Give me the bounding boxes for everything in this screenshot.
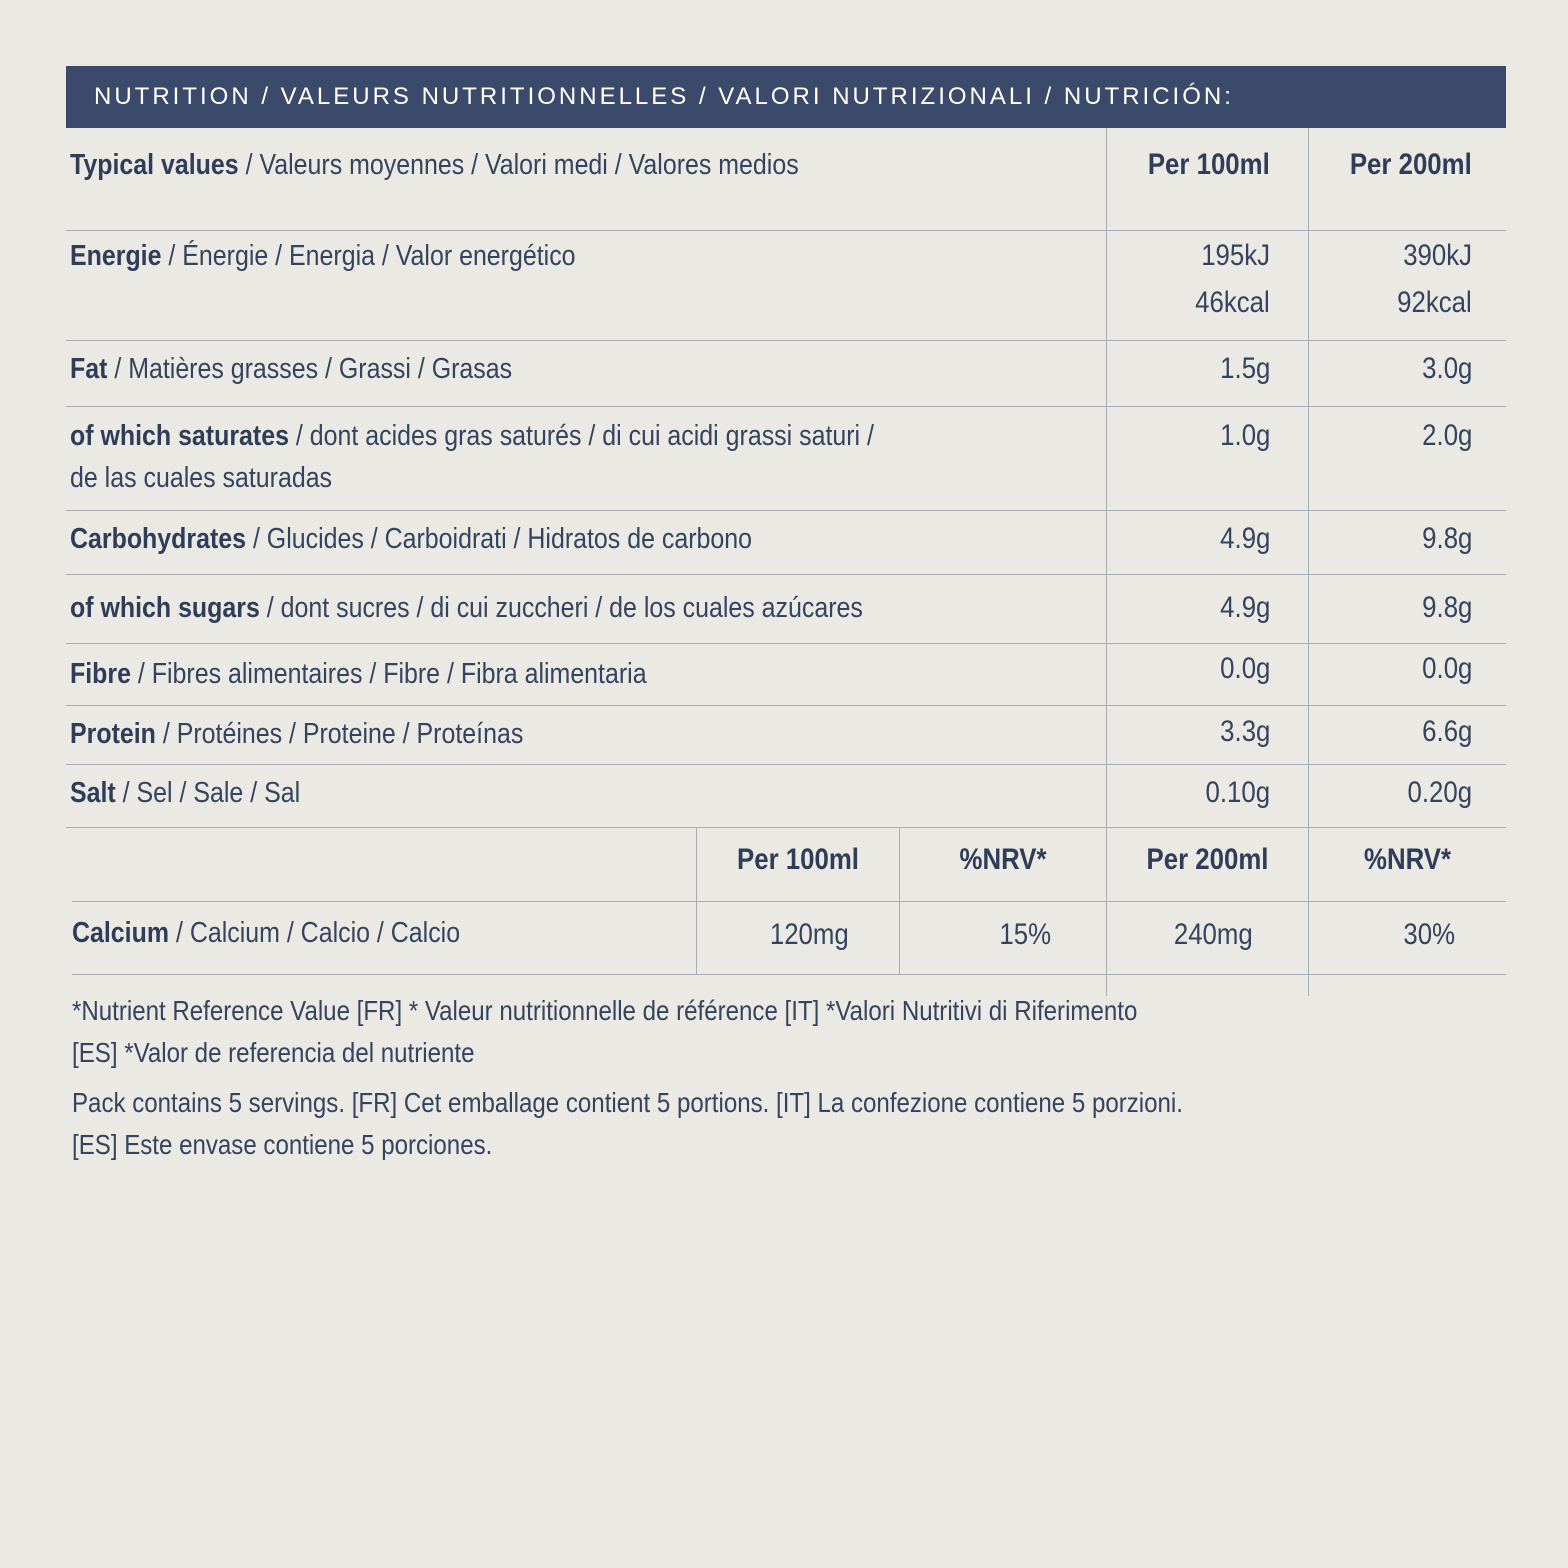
protein-rest: / Protéines / Proteine / Proteínas [155, 718, 524, 750]
header-title: NUTRITION / VALEURS NUTRITIONNELLES / VALORI NUTRIZIONALI / NUTRICIÓN: [94, 83, 1234, 110]
fat-200: 3.0g [1421, 352, 1472, 385]
energy-kcal-200: 92kcal [1397, 286, 1472, 319]
fibre-bold: Fibre [70, 658, 131, 690]
footnote-servings-line1: Pack contains 5 servings. [FR] Cet emballage contient 5 portions. [IT] La confezione contiene 5 porzioni. [72, 1087, 1183, 1118]
row-divider [66, 230, 1506, 231]
footnote-servings-line2: [ES] Este envase contiene 5 porciones. [72, 1129, 493, 1160]
row-divider [66, 406, 1506, 407]
carbohydrates-bold: Carbohydrates [70, 523, 247, 555]
sugars-100: 4.9g [1219, 591, 1270, 624]
mineral-header-nrv-1: %NRV* [959, 843, 1047, 876]
carbohydrates-label [70, 518, 752, 560]
column-divider [696, 827, 697, 974]
carbohydrates-200: 9.8g [1421, 522, 1472, 555]
energy-kcal-100: 46kcal [1195, 286, 1270, 319]
calcium-rest: / Calcium / Calcio / Calcio [169, 917, 461, 949]
protein-200: 6.6g [1421, 715, 1472, 748]
typical-values-bold: Typical values [70, 149, 239, 181]
salt-200: 0.20g [1407, 776, 1472, 809]
salt-bold: Salt [70, 777, 116, 809]
row-divider [66, 643, 1506, 644]
row-divider [66, 574, 1506, 575]
row-divider [72, 901, 1506, 902]
mineral-header-per-100ml: Per 100ml [737, 843, 859, 876]
nutrition-header [66, 66, 1506, 128]
fat-100: 1.5g [1219, 352, 1270, 385]
sugars-rest: / dont sucres / di cui zuccheri / de los cuales azúcares [259, 592, 863, 624]
sugars-200: 9.8g [1421, 591, 1472, 624]
row-divider [66, 764, 1506, 765]
saturates-100: 1.0g [1219, 419, 1270, 452]
col-header-per-100ml: Per 100ml [1148, 148, 1270, 181]
calcium-per-100: 120mg [770, 918, 849, 951]
saturates-label-line2: de las cuales saturadas [70, 462, 333, 494]
fibre-rest: / Fibres alimentaires / Fibre / Fibra alimentaria [130, 658, 647, 690]
saturates-label [70, 415, 874, 457]
sugars-bold: of which sugars [70, 592, 260, 624]
saturates-200: 2.0g [1421, 419, 1472, 452]
protein-bold: Protein [70, 718, 156, 750]
energy-rest: / Énergie / Energia / Valor energético [161, 240, 576, 272]
row-divider [66, 510, 1506, 511]
saturates-rest: / dont acides gras saturés / di cui acidi grassi saturi / [288, 420, 874, 452]
fat-bold: Fat [70, 353, 108, 385]
row-divider [66, 827, 1506, 828]
energy-kj-200: 390kJ [1403, 239, 1472, 272]
typical-values-label [70, 144, 799, 186]
row-divider [72, 974, 1506, 975]
protein-100: 3.3g [1219, 715, 1270, 748]
row-divider [66, 340, 1506, 341]
salt-rest: / Sel / Sale / Sal [115, 777, 301, 809]
fat-rest: / Matières grasses / Grassi / Grasas [107, 353, 513, 385]
salt-label [70, 772, 300, 814]
footnote-nrv-line2: [ES] *Valor de referencia del nutriente [72, 1037, 475, 1068]
column-divider [1106, 128, 1107, 996]
salt-100: 0.10g [1205, 776, 1270, 809]
fibre-label [70, 653, 647, 695]
column-divider [899, 827, 900, 974]
carbohydrates-100: 4.9g [1219, 522, 1270, 555]
sugars-label [70, 587, 863, 629]
energy-kj-100: 195kJ [1201, 239, 1270, 272]
typical-values-rest: / Valeurs moyennes / Valori medi / Valores medios [238, 149, 799, 181]
column-divider [1308, 128, 1309, 996]
fibre-200: 0.0g [1421, 652, 1472, 685]
fibre-100: 0.0g [1219, 652, 1270, 685]
mineral-header-nrv-2: %NRV* [1364, 843, 1451, 876]
carbohydrates-rest: / Glucides / Carboidrati / Hidratos de carbono [246, 523, 752, 555]
saturates-bold: of which saturates [70, 420, 289, 452]
mineral-header-per-200ml: Per 200ml [1146, 843, 1269, 876]
calcium-label [72, 912, 460, 954]
calcium-nrv-2: 30% [1403, 918, 1455, 951]
row-divider [66, 705, 1506, 706]
calcium-per-200: 240mg [1174, 918, 1253, 951]
calcium-bold: Calcium [72, 917, 170, 949]
calcium-nrv-1: 15% [999, 918, 1051, 951]
footnote-nrv-line1: *Nutrient Reference Value [FR] * Valeur nutritionnelle de référence [IT] *Valori Nutritivi di Riferimento [72, 995, 1138, 1026]
protein-label [70, 713, 523, 755]
col-header-per-200ml: Per 200ml [1350, 148, 1472, 181]
energy-label [70, 235, 576, 277]
fat-label [70, 348, 512, 390]
energy-bold: Energie [70, 240, 162, 272]
